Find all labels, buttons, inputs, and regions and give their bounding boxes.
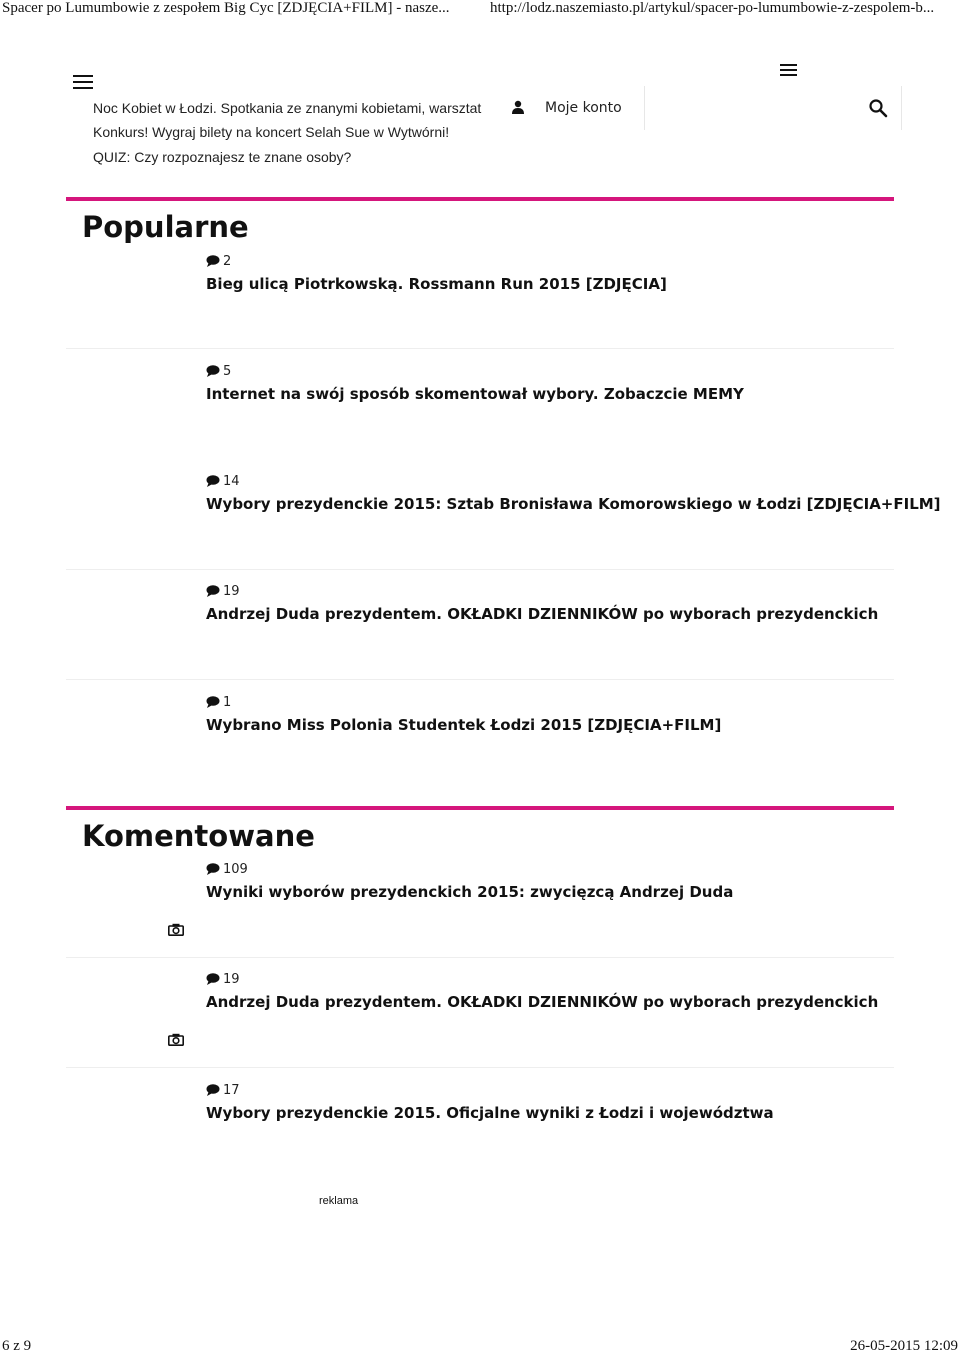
my-account-link[interactable]: Moje konto [545, 100, 622, 116]
comment-count-value: 1 [223, 695, 232, 710]
list-item [206, 254, 667, 293]
comment-count [206, 1083, 774, 1099]
menu-icon[interactable] [780, 64, 797, 80]
divider [66, 569, 894, 570]
comment-icon [206, 255, 220, 267]
list-item [206, 1083, 774, 1122]
print-footer [0, 1338, 960, 1358]
comment-icon [206, 696, 220, 708]
divider [66, 1067, 894, 1068]
comment-count [206, 364, 744, 380]
user-icon[interactable] [511, 100, 525, 114]
account-search-panel [493, 86, 903, 132]
list-item [206, 862, 733, 901]
list-item [206, 972, 878, 1011]
ticker-item[interactable]: Noc Kobiet w Łodzi. Spotkania ze znanymi kobietami, warsztat [93, 100, 482, 116]
section-title-commented: Komentowane [82, 819, 315, 853]
list-item [206, 584, 878, 623]
comment-count [206, 584, 878, 600]
comment-icon [206, 365, 220, 377]
camera-icon [168, 923, 184, 936]
comment-count-value: 2 [223, 254, 232, 269]
comment-count [206, 695, 721, 711]
search-icon[interactable] [868, 98, 888, 118]
article-link[interactable]: Andrzej Duda prezydentem. OKŁADKI DZIENNIKÓW po wyborach prezydenckich [206, 605, 879, 623]
camera-icon [168, 1033, 184, 1046]
comment-count [206, 474, 941, 490]
ticker-item[interactable]: Konkurs! Wygraj bilety na koncert Selah Sue w Wytwórni! [93, 124, 450, 140]
list-item [206, 364, 744, 403]
print-header [0, 0, 960, 20]
print-page-url: http://lodz.naszemiasto.pl/artykul/spacer-po-lumumbowie-z-zespolem-b... [490, 0, 935, 16]
menu-icon[interactable] [73, 75, 93, 91]
article-link[interactable]: Wyniki wyborów prezydenckich 2015: zwycięzcą Andrzej Duda [206, 883, 734, 901]
article-link[interactable]: Andrzej Duda prezydentem. OKŁADKI DZIENNIKÓW po wyborach prezydenckich [206, 993, 879, 1011]
print-page-number: 6 z 9 [2, 1338, 32, 1354]
ad-label: reklama [319, 1195, 359, 1207]
article-link[interactable]: Wybory prezydenckie 2015: Sztab Bronisława Komorowskiego w Łodzi [ZDJĘCIA+FILM] [206, 495, 941, 513]
article-link[interactable]: Wybory prezydenckie 2015. Oficjalne wyniki z Łodzi i województwa [206, 1104, 774, 1122]
comment-icon [206, 1084, 220, 1096]
comment-count-value: 19 [223, 972, 240, 987]
comment-count [206, 862, 733, 878]
section-title-popular: Popularne [82, 210, 249, 244]
divider [66, 957, 894, 958]
comment-count-value: 19 [223, 584, 240, 599]
comment-count-value: 17 [223, 1083, 240, 1098]
article-link[interactable]: Internet na swój sposób skomentował wybory. Zobaczcie MEMY [206, 385, 744, 403]
comment-count-value: 14 [223, 474, 240, 489]
comment-icon [206, 475, 220, 487]
comment-count-value: 109 [223, 862, 248, 877]
list-item [206, 474, 941, 513]
comment-count-value: 5 [223, 364, 232, 379]
divider [66, 679, 894, 680]
print-page-title: Spacer po Lumumbowie z zespołem Big Cyc [ZDJĘCIA+FILM] - nasze... [2, 0, 450, 16]
list-item [206, 695, 721, 734]
comment-icon [206, 585, 220, 597]
comment-icon [206, 863, 220, 875]
print-datetime: 26-05-2015 12:09 [850, 1338, 958, 1354]
section-accent-bar [66, 197, 894, 201]
comment-count [206, 972, 878, 988]
comment-icon [206, 973, 220, 985]
divider [66, 348, 894, 349]
search-input[interactable] [644, 86, 902, 130]
section-accent-bar [66, 806, 894, 810]
comment-count [206, 254, 667, 270]
article-link[interactable]: Wybrano Miss Polonia Studentek Łodzi 2015 [ZDJĘCIA+FILM] [206, 716, 722, 734]
article-link[interactable]: Bieg ulicą Piotrkowską. Rossmann Run 2015 [ZDJĘCIA] [206, 275, 667, 293]
ticker-item[interactable]: QUIZ: Czy rozpoznajesz te znane osoby? [93, 149, 352, 165]
